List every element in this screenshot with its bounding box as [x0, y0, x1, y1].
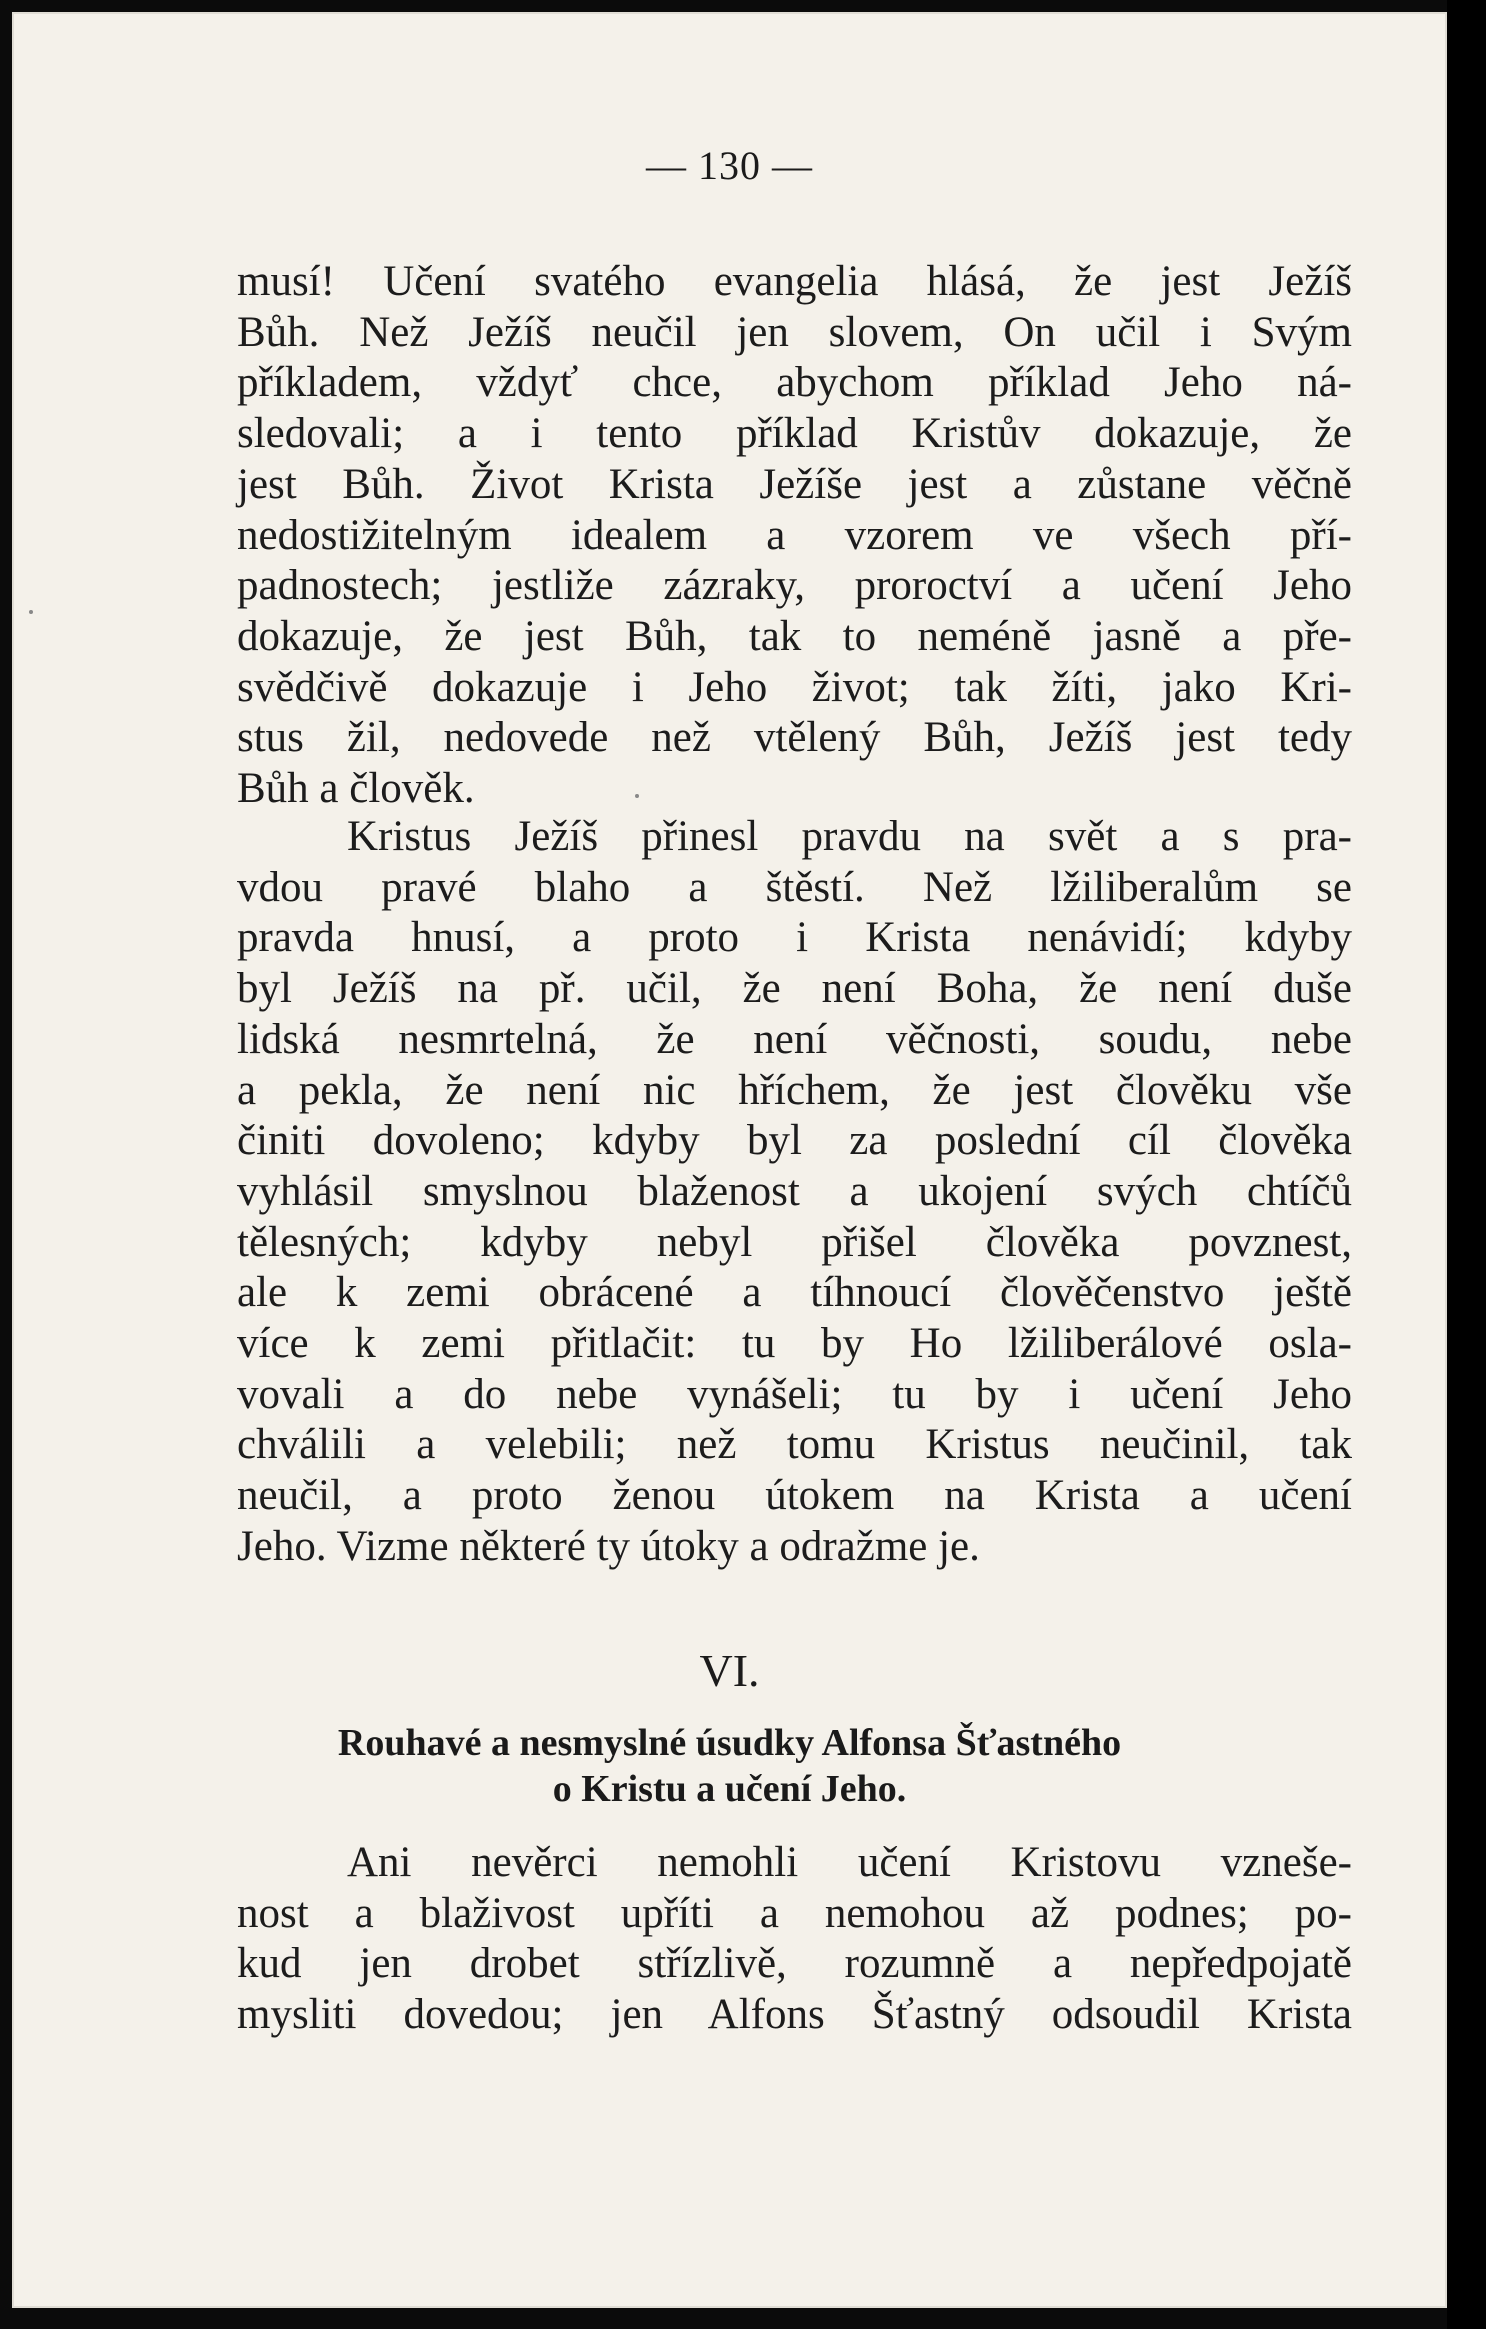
text-line: stus žil, nedovede než vtělený Bůh, Ježíš jest tedy — [237, 714, 1352, 762]
scan-edge — [1447, 0, 1486, 2329]
text-line: sledovali; a i tento příklad Kristův dokazuje, že — [237, 410, 1352, 458]
text-line: Jeho. Vizme některé ty útoky a odražme je. — [237, 1522, 980, 1570]
text-line: nedostižitelným idealem a vzorem ve všech pří- — [237, 511, 1352, 559]
text-line: mysliti dovedou; jen Alfons Šťastný odsoudil Krista — [237, 1991, 1352, 2039]
text-line: tělesných; kdyby nebyl přišel člověka povznest, — [237, 1218, 1352, 1266]
paragraph-3 — [237, 1838, 1352, 2041]
text-line: kud jen drobet střízlivě, rozumně a nepředpojatě — [237, 1940, 1352, 1988]
text-line: pravda hnusí, a proto i Krista nenávidí; kdyby — [237, 914, 1352, 962]
book-page — [12, 12, 1447, 2308]
text-line: příkladem, vždyť chce, abychom příklad Jeho ná- — [237, 359, 1352, 407]
text-line: chválili a velebili; než tomu Kristus neučinil, tak — [237, 1421, 1352, 1469]
text-line: neučil, a proto ženou útokem na Krista a učení — [237, 1472, 1352, 1520]
text-line: Ani nevěrci nemohli učení Kristovu vzneše- — [347, 1839, 1352, 1886]
text-line: jest Bůh. Život Krista Ježíše jest a zůstane věčně — [237, 460, 1352, 508]
text-line: musí! Učení svatého evangelia hlásá, že jest Ježíš — [237, 258, 1352, 305]
text-line: vovali a do nebe vynášeli; tu by i učení Jeho — [237, 1370, 1352, 1418]
text-line: vdou pravé blaho a štěstí. Než lžiliberalům se — [237, 863, 1352, 911]
paper-speck — [29, 610, 33, 614]
paragraph-1 — [237, 257, 1352, 815]
page-number: — 130 — — [646, 143, 813, 188]
text-line: a pekla, že není nic hříchem, že jest člověku vše — [237, 1066, 1352, 1114]
text-line: vyhlásil smyslnou blaženost a ukojení svých chtíčů — [237, 1167, 1352, 1215]
section-heading-line: o Kristu a učení Jeho. — [552, 1768, 907, 1810]
text-line: dokazuje, že jest Bůh, tak to neméně jasně a pře- — [237, 612, 1352, 660]
text-line: Kristus Ježíš přinesl pravdu na svět a s pra- — [347, 813, 1352, 860]
section-number: VI. — [699, 1645, 760, 1696]
text-line: lidská nesmrtelná, že není věčnosti, soudu, nebe — [237, 1015, 1352, 1063]
text-line: činiti dovoleno; kdyby byl za poslední cíl člověka — [237, 1117, 1352, 1165]
text-line: padnostech; jestliže zázraky, proroctví a učení Jeho — [237, 562, 1352, 610]
text-line: byl Ježíš na př. učil, že není Boha, že není duše — [237, 965, 1352, 1013]
text-line: Bůh a člověk. — [237, 765, 475, 813]
text-line: ale k zemi obrácené a tíhnoucí člověčenstvo ještě — [237, 1269, 1352, 1317]
text-line: svědčivě dokazuje i Jeho život; tak žíti, jako Kri- — [237, 663, 1352, 711]
text-line: Bůh. Než Ježíš neučil jen slovem, On učil i Svým — [237, 308, 1352, 356]
text-line: více k zemi přitlačit: tu by Ho lžiliberálové osla- — [237, 1320, 1352, 1368]
section-heading — [12, 1720, 1447, 1812]
paper-speck — [635, 794, 639, 798]
section-heading-line: Rouhavé a nesmyslné úsudky Alfonsa Šťastného — [337, 1722, 1122, 1764]
paragraph-2 — [237, 812, 1352, 1573]
text-line: nost a blaživost upříti a nemohou až podnes; po- — [237, 1889, 1352, 1937]
